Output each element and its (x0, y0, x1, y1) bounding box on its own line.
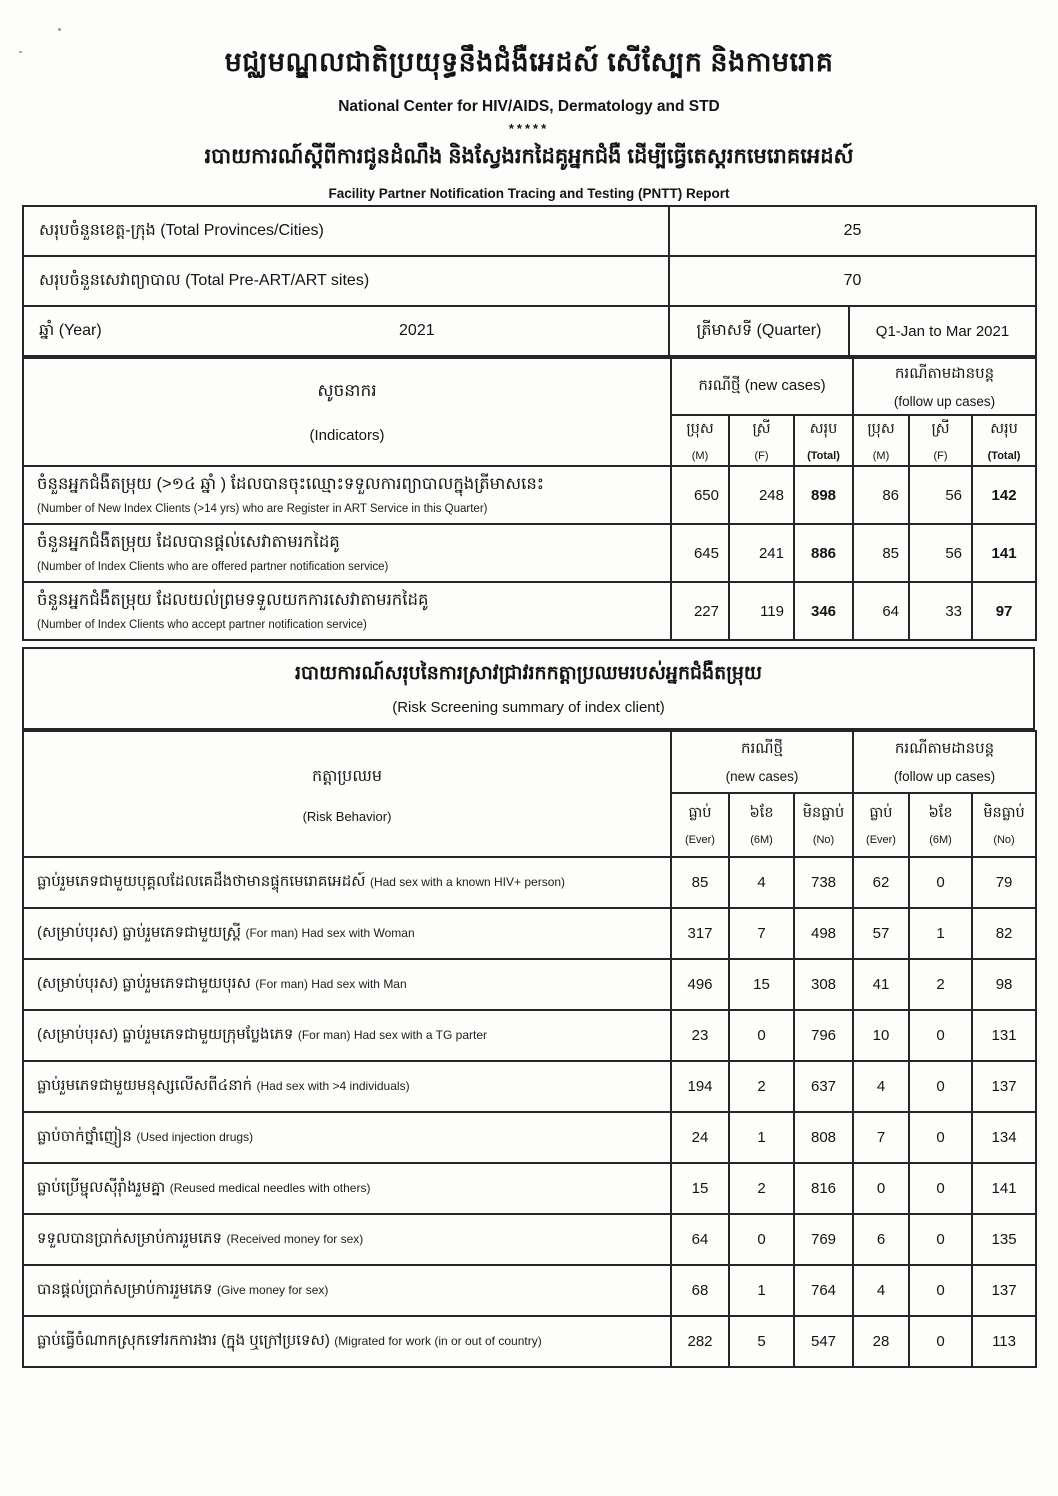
value-cell: 113 (972, 1316, 1036, 1367)
indicator-label-khmer: ចំនួនអ្នកជំងឺតម្រុយ ដែលយល់ព្រមទទួលយកការសេវាតាមរកដៃគូ (37, 591, 429, 609)
col-en: (Ever) (685, 833, 715, 846)
value-cell: 85 (853, 524, 909, 582)
col-en: (6M) (929, 833, 952, 846)
risk-row (23, 857, 1036, 908)
col-km: មិនធ្លាប់ (983, 804, 1025, 821)
risk-behavior-label (23, 1265, 671, 1316)
value-cell: 4 (853, 1265, 909, 1316)
indicator-label-khmer: ចំនួនអ្នកជំងឺតម្រុយ ដែលបានផ្តល់សេវាតាមរកដៃគូ (37, 533, 340, 551)
risk-row (23, 1061, 1036, 1112)
risk-column-header (23, 731, 671, 857)
column-header-ever-followup (853, 793, 909, 857)
risk-label-khmer: ធ្លាប់រួមភេទជាមួយបុគ្គលដែលគេដឹងថាមានផ្ទុកមេរោគអេដស៍ (37, 872, 366, 890)
value-cell: 97 (972, 582, 1036, 640)
risk-label-khmer: ធ្លាប់រួមភេទជាមួយមនុស្សលើសពី៤នាក់ (37, 1076, 253, 1094)
table-row (23, 306, 1036, 356)
new-cases-group-header (671, 731, 853, 793)
value-cell: 498 (794, 908, 853, 959)
risk-row (23, 1316, 1036, 1367)
followup-cases-khmer: ករណីតាមដានបន្ត (894, 740, 995, 758)
col-en: (No) (993, 833, 1015, 846)
indicator-label (23, 524, 671, 582)
risk-behavior-label (23, 1316, 671, 1367)
value-cell: 1 (729, 1112, 794, 1163)
indicator-label (23, 466, 671, 524)
indicators-table (22, 357, 1037, 641)
risk-label-english: (For man) Had sex with a TG parter (297, 1027, 487, 1042)
value-cell: 769 (794, 1214, 853, 1265)
risk-behavior-label (23, 1112, 671, 1163)
risk-section-title-english: (Risk Screening summary of index client) (392, 699, 665, 716)
col-en: (No) (812, 833, 835, 846)
risk-label-english: (Give money for sex) (217, 1282, 329, 1297)
risk-behavior-label (23, 1163, 671, 1214)
value-cell: 41 (853, 959, 909, 1010)
new-cases-english: (new cases) (744, 376, 826, 394)
quarter-label-khmer: ត្រីមាសទី (696, 322, 753, 339)
followup-cases-khmer: ករណីតាមដានបន្ត (894, 365, 995, 383)
value-cell: 131 (972, 1010, 1036, 1061)
risk-row (23, 1265, 1036, 1316)
col-en: (Total) (807, 449, 840, 462)
risk-label-english: (Had sex with >4 individuals) (256, 1078, 410, 1093)
quarter-label (669, 306, 849, 356)
indicators-header-english: (Indicators) (309, 427, 385, 444)
col-en: (6M) (750, 833, 773, 846)
org-title-english: National Center for HIV/AIDS, Dermatology and STD (338, 98, 720, 115)
column-header-male-followup (853, 415, 909, 466)
value-cell: 308 (794, 959, 853, 1010)
indicator-label-english: (Number of Index Clients who are offered partner notification service) (37, 561, 389, 573)
value-cell: 496 (671, 959, 729, 1010)
value-cell: 0 (729, 1010, 794, 1061)
report-body (22, 205, 1035, 1368)
value-cell: 808 (794, 1112, 853, 1163)
value-cell: 15 (729, 959, 794, 1010)
col-km: មិនធ្លាប់ (802, 804, 845, 821)
value-cell: 898 (794, 466, 853, 524)
value-cell: 79 (972, 857, 1036, 908)
value-cell: 0 (909, 1163, 972, 1214)
summary-table (22, 205, 1037, 357)
value-cell: 886 (794, 524, 853, 582)
value-cell: 85 (671, 857, 729, 908)
report-title-english: Facility Partner Notification Tracing and Testing (PNTT) Report (328, 186, 730, 201)
value-cell: 738 (794, 857, 853, 908)
value-cell: 0 (909, 857, 972, 908)
risk-header-english: (Risk Behavior) (302, 808, 392, 824)
year-value: 2021 (399, 322, 435, 339)
value-cell: 645 (671, 524, 729, 582)
risk-label-khmer: ធ្លាប់ធ្វើចំណាកស្រុកទៅរកការងារ (ក្នុង ឬក្រៅប្រទេស) (37, 1331, 330, 1349)
column-header-total-followup (972, 415, 1036, 466)
value-cell: 56 (909, 524, 972, 582)
value-cell: 137 (972, 1061, 1036, 1112)
org-title-khmer: មជ្ឈមណ្ឌលជាតិប្រយុទ្ធនឹងជំងឺអេដស៍ សើស្បែក និងកាមរោគ (224, 47, 834, 77)
total-sites-value: 70 (669, 256, 1036, 306)
value-cell: 62 (853, 857, 909, 908)
risk-label-khmer: ធ្លាប់ប្រើម្ជុលស៊ីរ៉ាំងរួមគ្នា (37, 1178, 166, 1196)
risk-row (23, 959, 1036, 1010)
total-sites-label (23, 256, 669, 306)
scan-speck (58, 28, 61, 31)
col-km: ប្រុស (686, 420, 714, 437)
risk-row (23, 908, 1036, 959)
value-cell: 816 (794, 1163, 853, 1214)
value-cell: 15 (671, 1163, 729, 1214)
col-km: ៦ខែ (749, 804, 774, 821)
column-header-male-new (671, 415, 729, 466)
risk-label-khmer: បានផ្តល់ប្រាក់សម្រាប់ការរួមភេទ (37, 1280, 213, 1298)
value-cell: 64 (671, 1214, 729, 1265)
value-cell: 547 (794, 1316, 853, 1367)
scan-speck (19, 51, 22, 53)
risk-label-english: (Used injection drugs) (136, 1129, 254, 1144)
year-label-english: (Year) (58, 322, 102, 339)
total-sites-label-khmer: សរុបចំនួនសេវាព្យាបាល (39, 272, 181, 289)
indicator-label-khmer: ចំនួនអ្នកជំងឺតម្រុយ (>១៤ ឆ្នាំ ) ដែលបានចុះឈ្មោះទទួលការព្យាបាលក្នុងត្រីមាសនេះ (37, 475, 545, 493)
value-cell: 248 (729, 466, 794, 524)
risk-label-english: (Had sex with a known HIV+ person) (369, 874, 566, 889)
risk-row (23, 1163, 1036, 1214)
table-row (23, 256, 1036, 306)
risk-label-english: (Reused medical needles with others) (169, 1180, 371, 1195)
risk-section-title-khmer: របាយការណ៍សរុបនៃការស្រាវជ្រាវរកកត្តាប្រឈមរបស់អ្នកជំងឺតម្រុយ (294, 663, 763, 684)
followup-cases-english: (follow up cases) (893, 394, 996, 410)
value-cell: 56 (909, 466, 972, 524)
quarter-value: Q1-Jan to Mar 2021 (849, 306, 1036, 356)
value-cell: 10 (853, 1010, 909, 1061)
col-km: ស្រី (931, 420, 950, 437)
risk-header-khmer: កត្តាប្រឈម (312, 767, 382, 785)
value-cell: 2 (909, 959, 972, 1010)
column-header-6m-new (729, 793, 794, 857)
value-cell: 28 (853, 1316, 909, 1367)
risk-behavior-table (22, 730, 1037, 1368)
col-km: ប្រុស (867, 420, 895, 437)
risk-row (23, 1214, 1036, 1265)
value-cell: 6 (853, 1214, 909, 1265)
value-cell: 33 (909, 582, 972, 640)
risk-header-row (23, 731, 1036, 793)
year-label-khmer: ឆ្នាំ (39, 322, 55, 339)
col-en: (M) (872, 449, 890, 462)
col-en: (F) (754, 449, 769, 462)
value-cell: 119 (729, 582, 794, 640)
value-cell: 7 (853, 1112, 909, 1163)
followup-cases-english: (follow up cases) (893, 769, 996, 785)
col-km: ធ្លាប់ (688, 804, 712, 821)
value-cell: 227 (671, 582, 729, 640)
indicators-header-row (23, 358, 1036, 415)
value-cell: 142 (972, 466, 1036, 524)
risk-label-english: (For man) Had sex with Man (255, 976, 407, 991)
value-cell: 2 (729, 1061, 794, 1112)
value-cell: 282 (671, 1316, 729, 1367)
column-header-total-new (794, 415, 853, 466)
risk-behavior-label (23, 1061, 671, 1112)
followup-cases-group-header (853, 731, 1036, 793)
indicator-label-english: (Number of Index Clients who accept partner notification service) (37, 619, 367, 631)
value-cell: 137 (972, 1265, 1036, 1316)
new-cases-group-header (671, 358, 853, 415)
value-cell: 1 (909, 908, 972, 959)
year-cell (23, 306, 669, 356)
value-cell: 796 (794, 1010, 853, 1061)
value-cell: 0 (729, 1214, 794, 1265)
col-en: (Total) (987, 449, 1021, 462)
indicator-label (23, 582, 671, 640)
risk-label-khmer: ទទួលបានប្រាក់សម្រាប់ការរួមភេទ (37, 1229, 223, 1247)
column-header-female-new (729, 415, 794, 466)
value-cell: 141 (972, 1163, 1036, 1214)
risk-label-english: (Migrated for work (in or out of country) (334, 1333, 542, 1348)
value-cell: 0 (909, 1214, 972, 1265)
new-cases-english: (new cases) (725, 769, 799, 785)
document-header (0, 0, 1058, 201)
value-cell: 57 (853, 908, 909, 959)
value-cell: 0 (909, 1061, 972, 1112)
col-km: ស្រី (752, 420, 771, 437)
value-cell: 134 (972, 1112, 1036, 1163)
col-km: ៦ខែ (928, 804, 953, 821)
value-cell: 0 (909, 1316, 972, 1367)
value-cell: 82 (972, 908, 1036, 959)
total-provinces-value: 25 (669, 206, 1036, 256)
risk-label-english: (Received money for sex) (226, 1231, 364, 1246)
value-cell: 7 (729, 908, 794, 959)
value-cell: 346 (794, 582, 853, 640)
report-title-khmer: របាយការណ៍ស្តីពីការជូនដំណឹង និងស្វែងរកដៃគូអ្នកជំងឺ ដើម្បីធ្វើតេស្តរកមេរោគអេដស៍ (204, 145, 854, 168)
value-cell: 764 (794, 1265, 853, 1316)
col-en: (M) (691, 449, 709, 462)
indicator-label-english: (Number of New Index Clients (>14 yrs) who are Register in ART Service in this Quarter) (37, 503, 488, 515)
value-cell: 0 (909, 1010, 972, 1061)
col-en: (Ever) (866, 833, 896, 846)
col-km: សរុប (809, 420, 838, 437)
value-cell: 24 (671, 1112, 729, 1163)
value-cell: 4 (853, 1061, 909, 1112)
value-cell: 141 (972, 524, 1036, 582)
followup-cases-group-header (853, 358, 1036, 415)
indicator-row (23, 524, 1036, 582)
value-cell: 317 (671, 908, 729, 959)
column-header-female-followup (909, 415, 972, 466)
value-cell: 5 (729, 1316, 794, 1367)
quarter-label-english: (Quarter) (756, 322, 822, 339)
value-cell: 98 (972, 959, 1036, 1010)
col-km: សរុប (990, 420, 1018, 437)
risk-row (23, 1010, 1036, 1061)
value-cell: 135 (972, 1214, 1036, 1265)
total-provinces-label-khmer: សរុបចំនួនខេត្ត-ក្រុង (39, 222, 156, 239)
indicators-header-khmer: សូចនាករ (317, 381, 377, 400)
risk-behavior-label (23, 1214, 671, 1265)
value-cell: 194 (671, 1061, 729, 1112)
value-cell: 637 (794, 1061, 853, 1112)
risk-behavior-label (23, 959, 671, 1010)
value-cell: 4 (729, 857, 794, 908)
table-row (23, 206, 1036, 256)
risk-behavior-label (23, 1010, 671, 1061)
col-km: ធ្លាប់ (869, 804, 893, 821)
value-cell: 241 (729, 524, 794, 582)
total-sites-label-english: (Total Pre-ART/ART sites) (185, 272, 370, 289)
column-header-6m-followup (909, 793, 972, 857)
risk-label-khmer: (សម្រាប់បុរស) ធ្លាប់រួមភេទជាមួយស្ត្រី (37, 923, 242, 941)
new-cases-khmer: ករណីថ្មី (740, 740, 784, 758)
star-separator: ***** (508, 121, 550, 136)
indicator-row (23, 582, 1036, 640)
total-provinces-label-english: (Total Provinces/Cities) (160, 222, 324, 239)
risk-behavior-label (23, 908, 671, 959)
risk-label-khmer: (សម្រាប់បុរស) ធ្លាប់រួមភេទជាមួយបុរស (37, 974, 251, 992)
risk-row (23, 1112, 1036, 1163)
column-header-no-followup (972, 793, 1036, 857)
col-en: (F) (933, 449, 948, 462)
value-cell: 23 (671, 1010, 729, 1061)
value-cell: 650 (671, 466, 729, 524)
value-cell: 2 (729, 1163, 794, 1214)
value-cell: 86 (853, 466, 909, 524)
value-cell: 0 (853, 1163, 909, 1214)
risk-section-title (22, 647, 1035, 730)
value-cell: 0 (909, 1112, 972, 1163)
value-cell: 0 (909, 1265, 972, 1316)
risk-behavior-label (23, 857, 671, 908)
new-cases-khmer: ករណីថ្មី (698, 376, 741, 394)
value-cell: 68 (671, 1265, 729, 1316)
risk-label-khmer: ធ្លាប់ចាក់ថ្នាំញៀន (37, 1127, 132, 1145)
risk-label-english: (For man) Had sex with Woman (245, 925, 415, 940)
total-provinces-label (23, 206, 669, 256)
column-header-no-new (794, 793, 853, 857)
indicators-column-header (23, 358, 671, 466)
risk-label-khmer: (សម្រាប់បុរស) ធ្លាប់រួមភេទជាមួយក្រុមប្លែងភេទ (37, 1025, 294, 1043)
indicator-row (23, 466, 1036, 524)
column-header-ever-new (671, 793, 729, 857)
value-cell: 1 (729, 1265, 794, 1316)
value-cell: 64 (853, 582, 909, 640)
